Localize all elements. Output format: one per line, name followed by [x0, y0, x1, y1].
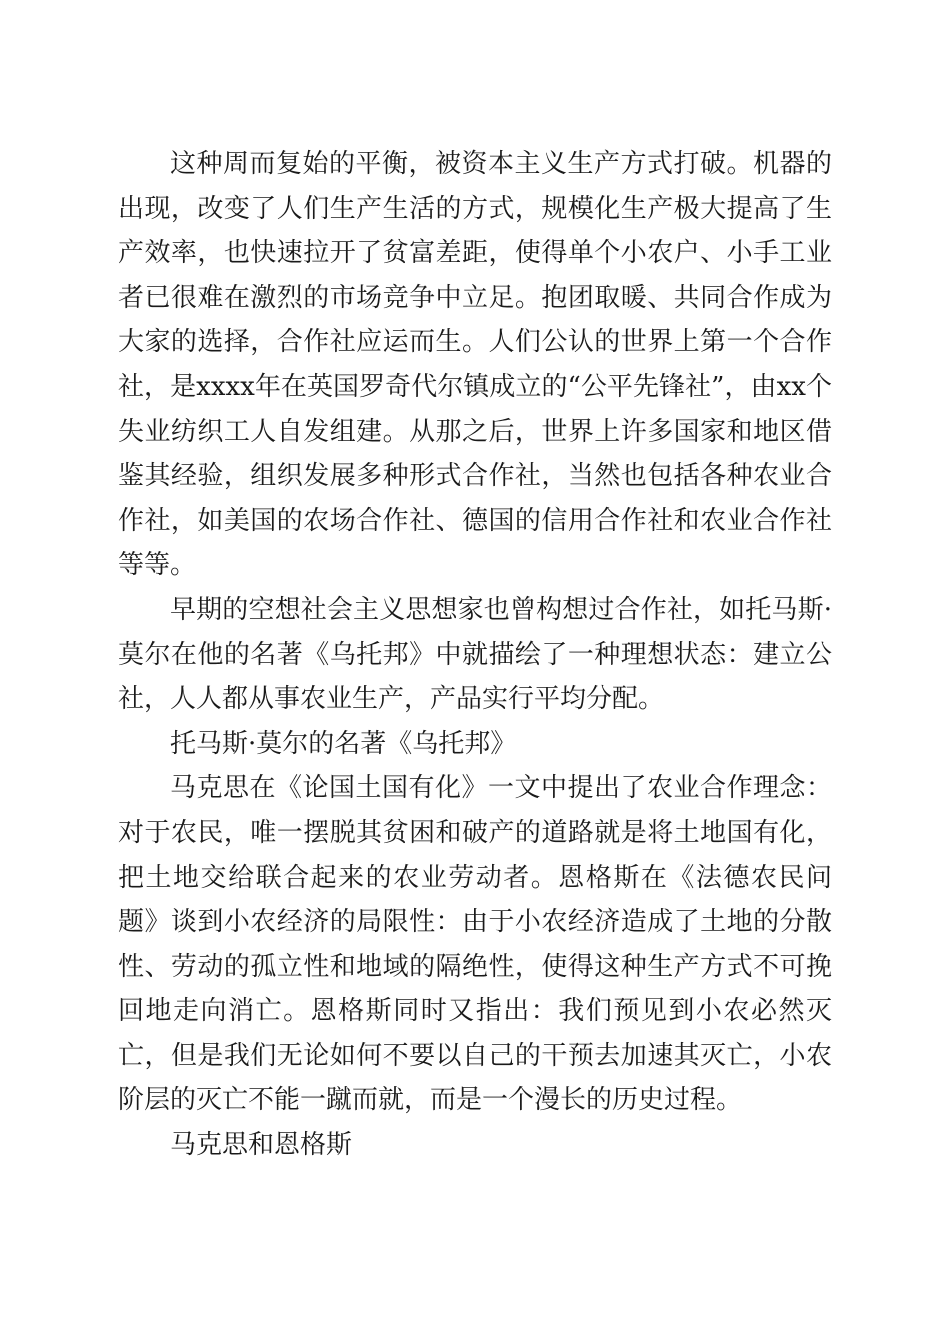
paragraph-marx-engels: 马克思在《论国土国有化》一文中提出了农业合作理念：对于农民，唯一摆脱其贫困和破产的道路就是将土地国有化，把土地交给联合起来的农业劳动者。恩格斯在《法德农民问题》谈到小农经济的局限性：由于小农经济造成了土地的分散性、劳动的孤立性和地域的隔绝性，使得这种生产方式不可挽回地走向消亡。恩格斯同时又指出：我们预见到小农必然灭亡，但是我们无论如何不要以自己的干预去加速其灭亡，小农阶层的灭亡不能一蹴而就，而是一个漫长的历史过程。 [118, 773, 832, 1116]
document-body [118, 142, 832, 1168]
caption-thomas-more-utopia: 托马斯·莫尔的名著《乌托邦》 [170, 728, 517, 759]
paragraph-utopian-socialism: 早期的空想社会主义思想家也曾构想过合作社，如托马斯·莫尔在他的名著《乌托邦》中就描绘了一种理想状态：建立公社，人人都从事农业生产，产品实行平均分配。 [118, 594, 832, 715]
caption-marx-engels: 马克思和恩格斯 [170, 1130, 353, 1161]
paragraph-capitalism-cooperatives: 这种周而复始的平衡，被资本主义生产方式打破。机器的出现，改变了人们生产生活的方式，规模化生产极大提高了生产效率，也快速拉开了贫富差距，使得单个小农户、小手工业者已很难在激烈的市场竞争中立足。抱团取暖、共同合作成为大家的选择，合作社应运而生。人们公认的世界上第一个合作社，是xxxx年在英国罗奇代尔镇成立的“公平先锋社”，由xx个失业纺织工人自发组建。从那之后，世界上许多国家和地区借鉴其经验，组织发展多种形式合作社，当然也包括各种农业合作社，如美国的农场合作社、德国的信用合作社和农业合作社等等。 [118, 149, 832, 581]
